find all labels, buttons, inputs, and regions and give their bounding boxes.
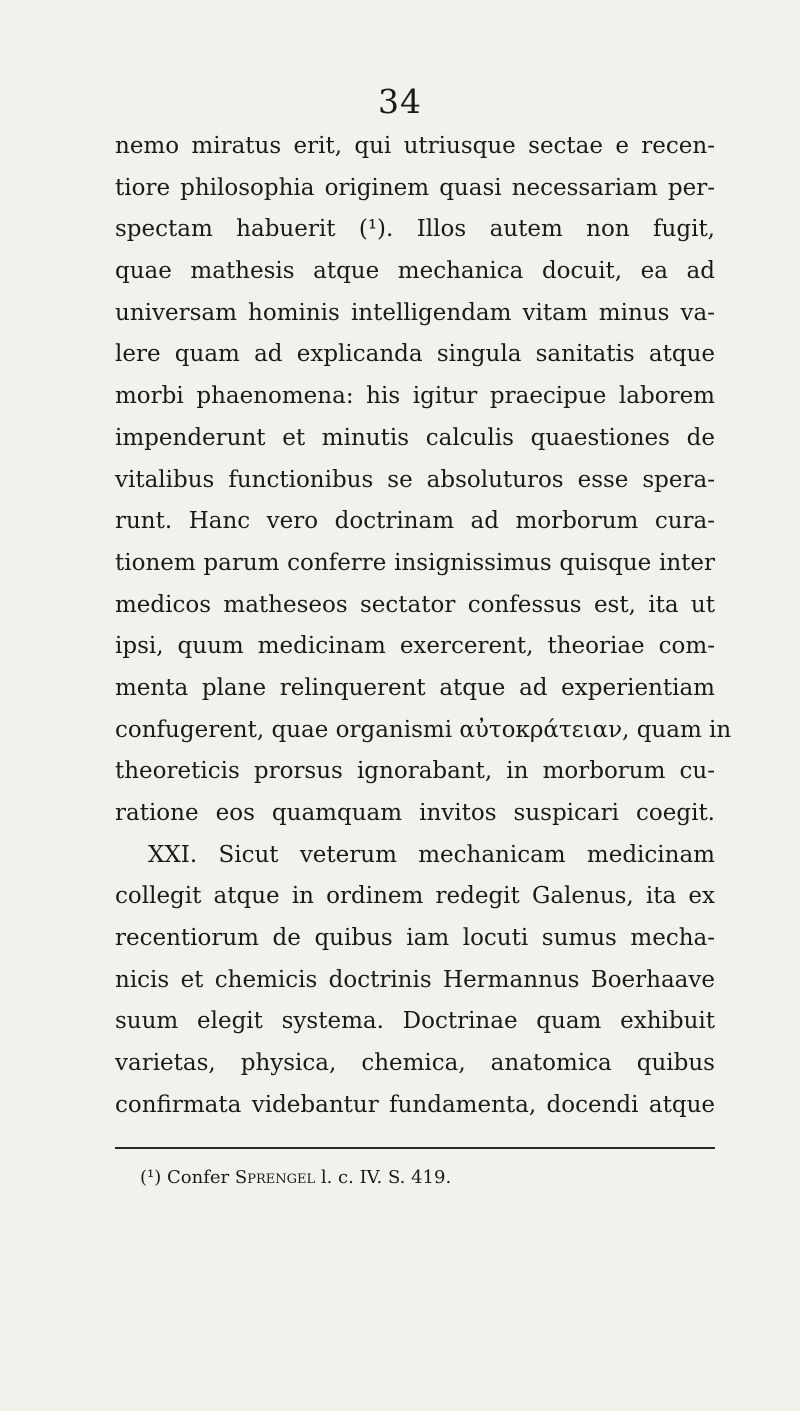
text-line: collegit atque in ordinem redegit Galenus, ita ex [115, 883, 715, 910]
text-line: suum elegit systema. Doctrinae quam exhibuit [115, 1008, 715, 1035]
text-line: varietas, physica, chemica, anatomica quibus [115, 1050, 715, 1077]
text-line: tionem parum conferre insignissimus quisque inter [115, 549, 715, 576]
footnote [140, 1166, 451, 1190]
text-line: tiore philosophia originem quasi necessariam per- [115, 174, 715, 201]
footnote-author: Sprengel [234, 1167, 316, 1188]
section-heading-line: XXI. Sicut veterum mechanicam medicinam [148, 841, 715, 868]
text-line: confirmata videbantur fundamenta, docendi atque [115, 1091, 715, 1118]
text-line: quae mathesis atque mechanica docuit, ea ad [115, 258, 715, 285]
page-number: 34 [378, 82, 422, 121]
text-line: recentiorum de quibus iam locuti sumus mecha- [115, 925, 715, 952]
text-line: runt. Hanc vero doctrinam ad morborum cura- [115, 508, 715, 535]
footnote-marker: (¹) [140, 1167, 162, 1188]
text-line: confugerent, quae organismi αὐτοκράτειαν, quam in [115, 716, 732, 743]
text-line: spectam habuerit (¹). Illos autem non fugit, [115, 216, 715, 243]
text-line: menta plane relinquerent atque ad experientiam [115, 674, 715, 701]
text-line: ratione eos quamquam invitos suspicari coegit. [115, 800, 715, 826]
text-line: impenderunt et minutis calculis quaestiones de [115, 424, 715, 451]
body-text [115, 126, 732, 1127]
text-line: universam hominis intelligendam vitam minus va- [115, 299, 715, 326]
text-line: lere quam ad explicanda singula sanitatis atque [115, 341, 715, 368]
footnote-text: Confer [167, 1167, 230, 1188]
footnote-reference: l. c. IV. S. 419. [320, 1167, 452, 1188]
text-line: ipsi, quum medicinam exercerent, theoriae com- [115, 633, 715, 660]
text-line: nemo miratus erit, qui utriusque sectae e recen- [115, 133, 715, 159]
text-line: morbi phaenomena: his igitur praecipue laborem [115, 383, 715, 410]
footnote-rule [115, 1147, 715, 1149]
text-line: theoreticis prorsus ignorabant, in morborum cu- [115, 758, 715, 785]
text-line: nicis et chemicis doctrinis Hermannus Boerhaave [115, 966, 715, 993]
text-line: medicos matheseos sectator confessus est, ita ut [115, 591, 715, 618]
text-line: vitalibus functionibus se absoluturos esse spera- [115, 466, 715, 493]
